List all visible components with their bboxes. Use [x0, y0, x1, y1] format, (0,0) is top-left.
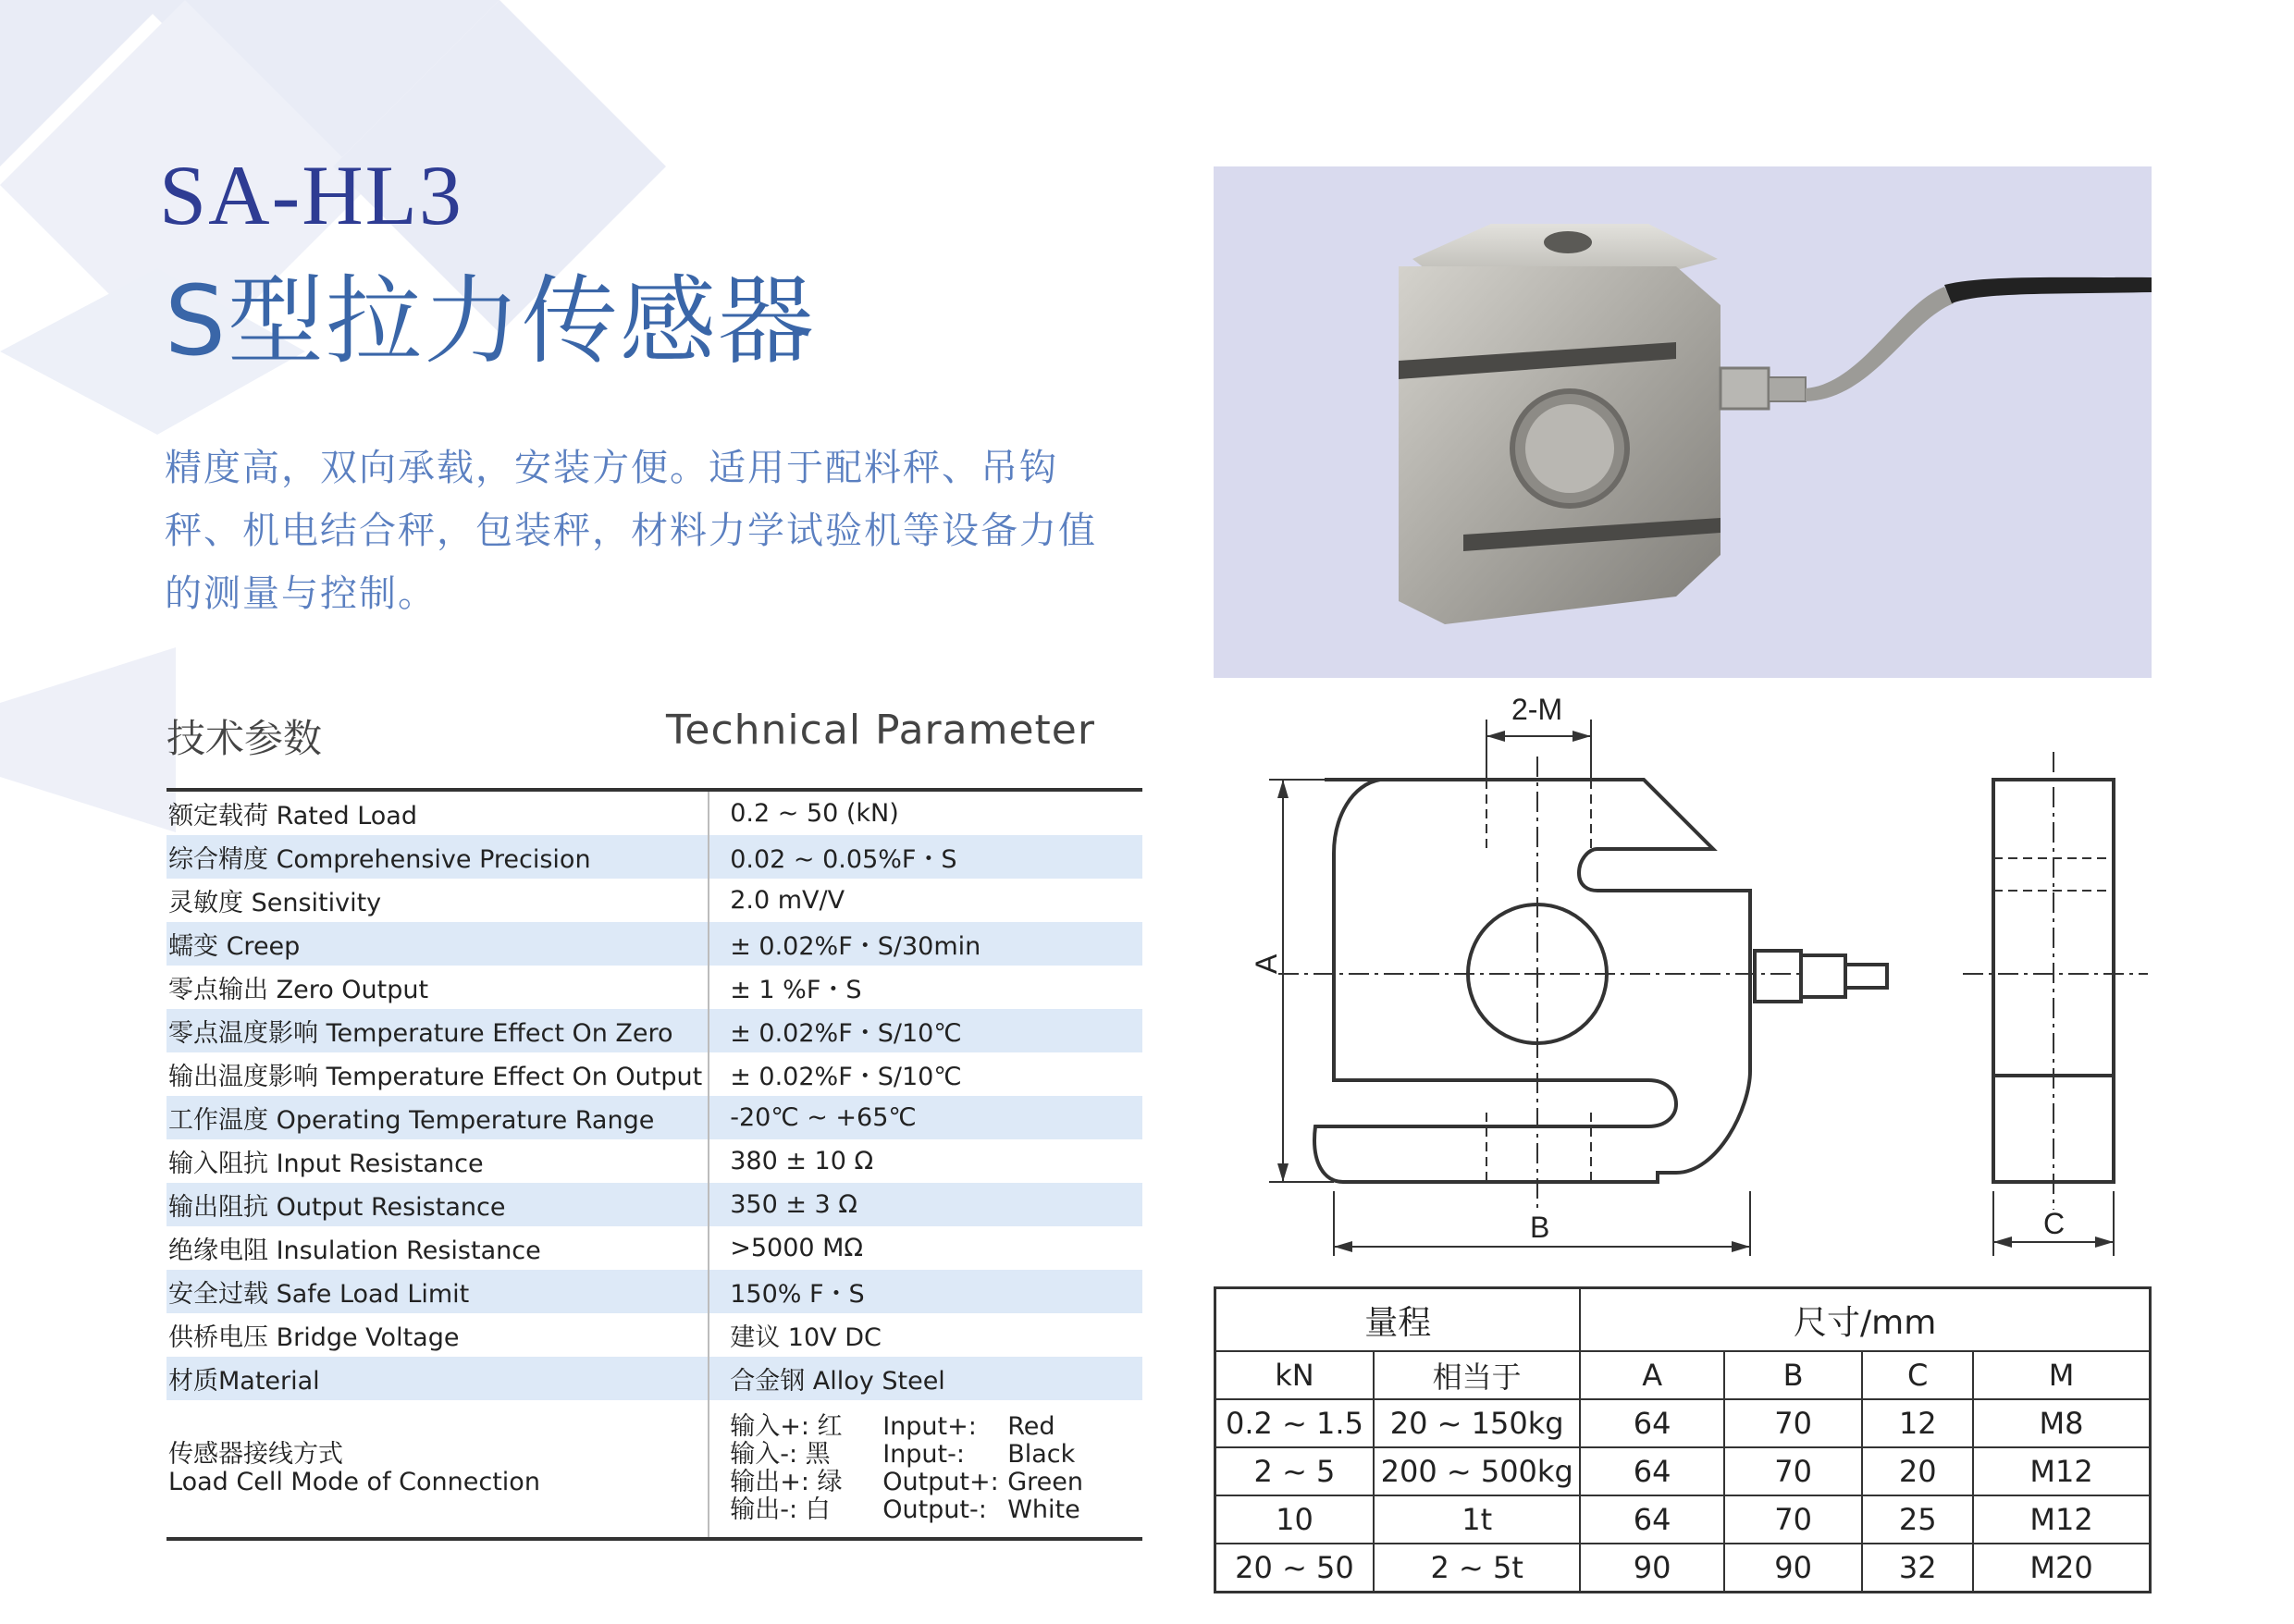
dim-label-2m: 2-M: [1511, 693, 1563, 726]
tech-params-heading-en: Technical Parameter: [666, 707, 1095, 754]
connection-row: [166, 1400, 1142, 1539]
connection-label: [166, 1400, 709, 1539]
param-value: ± 1 %F・S: [709, 966, 1142, 1009]
table-cell: 70: [1724, 1447, 1863, 1495]
table-row: [1215, 1399, 2151, 1447]
param-row: [166, 1183, 1142, 1226]
dimensions-table: [1214, 1286, 2152, 1593]
param-value: -20℃ ~ +65℃: [709, 1096, 1142, 1139]
param-label: 零点温度影响 Temperature Effect On Zero: [166, 1009, 709, 1052]
wire-color: Black: [1007, 1440, 1076, 1469]
table-cell: 70: [1724, 1495, 1863, 1544]
column-header: kN: [1215, 1351, 1374, 1399]
param-row: [166, 1139, 1142, 1183]
param-label: 蠕变 Creep: [166, 922, 709, 966]
param-row: [166, 1313, 1142, 1357]
param-label: 额定载荷 Rated Load: [168, 802, 417, 830]
table-cell: 1t: [1374, 1495, 1580, 1544]
table-cell: 90: [1580, 1544, 1723, 1593]
param-label: 材质Material: [166, 1357, 709, 1400]
param-value: 合金钢 Alloy Steel: [709, 1357, 1142, 1400]
table-cell: 20: [1862, 1447, 1973, 1495]
param-row: [166, 1009, 1142, 1052]
param-label: 供桥电压 Bridge Voltage: [168, 1323, 460, 1352]
param-value: 建议 10V DC: [709, 1313, 1142, 1357]
table-cell: 64: [1580, 1399, 1723, 1447]
param-row: [166, 835, 1142, 879]
table-row: [1215, 1495, 2151, 1544]
table-cell: 70: [1724, 1399, 1863, 1447]
table-cell: 0.2 ~ 1.5: [1215, 1399, 1374, 1447]
param-label: 灵敏度 Sensitivity: [168, 889, 382, 917]
connection-label-cn: 传感器接线方式: [168, 1440, 343, 1469]
param-row: [166, 1226, 1142, 1270]
param-row: [166, 790, 1142, 835]
wire-color: White: [1007, 1495, 1080, 1524]
tech-params-heading-cn: 技术参数: [166, 716, 323, 761]
table-cell: M20: [1973, 1544, 2150, 1593]
table-cell: 20 ~ 50: [1215, 1544, 1374, 1593]
product-photo: [1214, 166, 2152, 678]
param-label: 综合精度 Comprehensive Precision: [166, 835, 709, 879]
param-label: 输出温度影响 Temperature Effect On Output: [168, 1063, 703, 1091]
table-row: [1215, 1447, 2151, 1495]
param-value: 150% F・S: [709, 1270, 1142, 1313]
connection-label-en: Load Cell Mode of Connection: [168, 1468, 540, 1496]
param-row: [166, 1270, 1142, 1313]
technical-drawing: [1214, 692, 2152, 1265]
dim-label-c: C: [2043, 1207, 2066, 1240]
dim-label-b: B: [1530, 1211, 1550, 1244]
column-header: A: [1580, 1351, 1723, 1399]
column-header: B: [1724, 1351, 1863, 1399]
tech-params-table: [166, 788, 1142, 1541]
wire-color: Green: [1007, 1468, 1083, 1496]
table-cell: 12: [1862, 1399, 1973, 1447]
param-row: [166, 1096, 1142, 1139]
range-group-header: 量程: [1215, 1288, 1581, 1352]
table-cell: 20 ~ 150kg: [1374, 1399, 1580, 1447]
model-number: SA-HL3: [159, 148, 463, 242]
wire-color: Red: [1007, 1412, 1055, 1441]
table-cell: 2 ~ 5: [1215, 1447, 1374, 1495]
table-cell: 200 ~ 500kg: [1374, 1447, 1580, 1495]
wire-cn: 输出+: 绿: [730, 1468, 843, 1496]
param-value: 0.2 ~ 50 (kN): [709, 790, 1142, 835]
param-row: [166, 922, 1142, 966]
dim-label-a: A: [1250, 953, 1283, 974]
wire-en: Output+:: [882, 1468, 999, 1496]
param-value: ± 0.02%F・S/10℃: [709, 1009, 1142, 1052]
size-group-header: 尺寸/mm: [1580, 1288, 2150, 1352]
param-label: 零点输出 Zero Output: [168, 976, 429, 1004]
param-value: 350 ± 3 Ω: [709, 1183, 1142, 1226]
param-label: 安全过载 Safe Load Limit: [166, 1270, 709, 1313]
wire-en: Output-:: [882, 1495, 987, 1524]
table-cell: 64: [1580, 1495, 1723, 1544]
param-label: 工作温度 Operating Temperature Range: [166, 1096, 709, 1139]
param-label: 绝缘电阻 Insulation Resistance: [168, 1236, 541, 1265]
table-cell: 32: [1862, 1544, 1973, 1593]
table-cell: 10: [1215, 1495, 1374, 1544]
param-value: ± 0.02%F・S/10℃: [709, 1052, 1142, 1096]
wire-cn: 输入-: 黑: [730, 1440, 831, 1469]
param-value: >5000 MΩ: [709, 1226, 1142, 1270]
table-row: [1215, 1544, 2151, 1593]
param-value: 0.02 ~ 0.05%F・S: [709, 835, 1142, 879]
column-header: M: [1973, 1351, 2150, 1399]
table-cell: M8: [1973, 1399, 2150, 1447]
param-row: [166, 1357, 1142, 1400]
param-value: 380 ± 10 Ω: [709, 1139, 1142, 1183]
param-label: 输入阻抗 Input Resistance: [168, 1150, 484, 1178]
column-header: 相当于: [1374, 1351, 1580, 1399]
product-description: 精度高，双向承载，安装方便。适用于配料秤、吊钩秤、机电结合秤，包装秤，材料力学试验机等设备力值的测量与控制。: [165, 447, 1097, 615]
wire-en: Input+:: [882, 1412, 977, 1441]
param-value: ± 0.02%F・S/30min: [709, 922, 1142, 966]
table-cell: 90: [1724, 1544, 1863, 1593]
param-row: [166, 879, 1142, 922]
table-cell: M12: [1973, 1447, 2150, 1495]
table-cell: 25: [1862, 1495, 1973, 1544]
param-value: 2.0 mV/V: [709, 879, 1142, 922]
table-cell: 64: [1580, 1447, 1723, 1495]
wire-en: Input-:: [882, 1440, 965, 1469]
wire-cn: 输出-: 白: [730, 1495, 831, 1524]
column-header: C: [1862, 1351, 1973, 1399]
table-cell: 2 ~ 5t: [1374, 1544, 1580, 1593]
table-cell: M12: [1973, 1495, 2150, 1544]
connection-wires: [709, 1400, 1142, 1539]
param-row: [166, 1052, 1142, 1096]
load-cell-photo-illustration: [1214, 166, 2152, 678]
param-row: [166, 966, 1142, 1009]
product-title: S型拉力传感器: [165, 265, 817, 377]
param-label: 输出阻抗 Output Resistance: [166, 1183, 709, 1226]
wire-cn: 输入+: 红: [730, 1412, 843, 1441]
